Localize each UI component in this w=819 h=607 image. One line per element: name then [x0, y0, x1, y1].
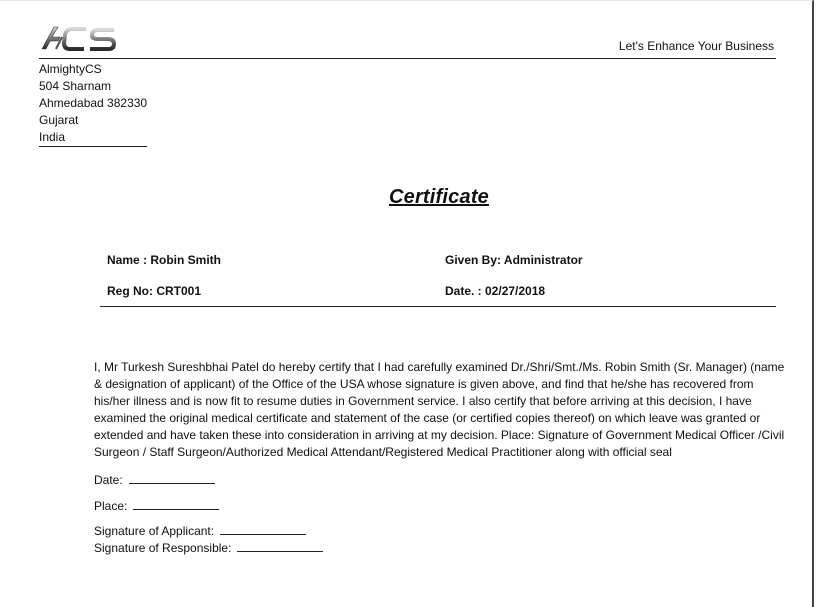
address-underline [39, 146, 147, 147]
address-line-country: India [39, 130, 66, 144]
address-line-company: AlmightyCS [39, 62, 102, 76]
place-blank-line [133, 498, 219, 510]
registration-number: Reg No: CRT001 [107, 284, 202, 298]
date-field [94, 472, 215, 487]
address-line-city: Ahmedabad 382330 [39, 96, 148, 110]
certificate-body: I, Mr Turkesh Sureshbhai Patel do hereby certify that I had carefully examined Dr./Shri/Smt./Ms. Robin Smith (Sr. Manager) (name & designation of applicant) of the Office of the USA whose signature is given above, and find that he/she has recovered from his/her illness and is now fit to resume duties in Government service. I also certify that before arriving at this decision, I have examined the original medical certificate and statement of the case (or certified copies thereof) on which leave was granted or extended and have taken these into consideration in arriving at my decision. Place: Signature of Government Medical Officer /Civil Surgeon / Staff Surgeon/Authorized Medical Attendant/Registered Medical Practitioner along with official seal [94, 360, 785, 459]
date-blank-line [129, 472, 215, 484]
signature-responsible-field [94, 540, 323, 555]
company-tagline: Let's Enhance Your Business [618, 39, 774, 53]
place-label: Place: [94, 499, 128, 513]
address-line-street: 504 Sharnam [39, 79, 112, 93]
certificate-title: Certificate [388, 186, 489, 208]
certificate-date: Date. : 02/27/2018 [445, 284, 546, 298]
signature-applicant-label: Signature of Applicant: [94, 524, 215, 538]
signature-responsible-label: Signature of Responsible: [94, 541, 232, 555]
company-address [39, 61, 147, 146]
info-divider [100, 306, 776, 307]
recipient-name: Name : Robin Smith [107, 253, 222, 267]
date-label: Date: [94, 473, 123, 487]
signature-applicant-blank-line [220, 523, 306, 535]
acs-logo [40, 23, 118, 53]
place-field [94, 498, 219, 513]
signature-responsible-blank-line [237, 540, 323, 552]
signature-applicant-field [94, 523, 306, 538]
address-line-state: Gujarat [39, 113, 79, 127]
given-by: Given By: Administrator [445, 253, 583, 267]
header-divider [39, 58, 776, 59]
